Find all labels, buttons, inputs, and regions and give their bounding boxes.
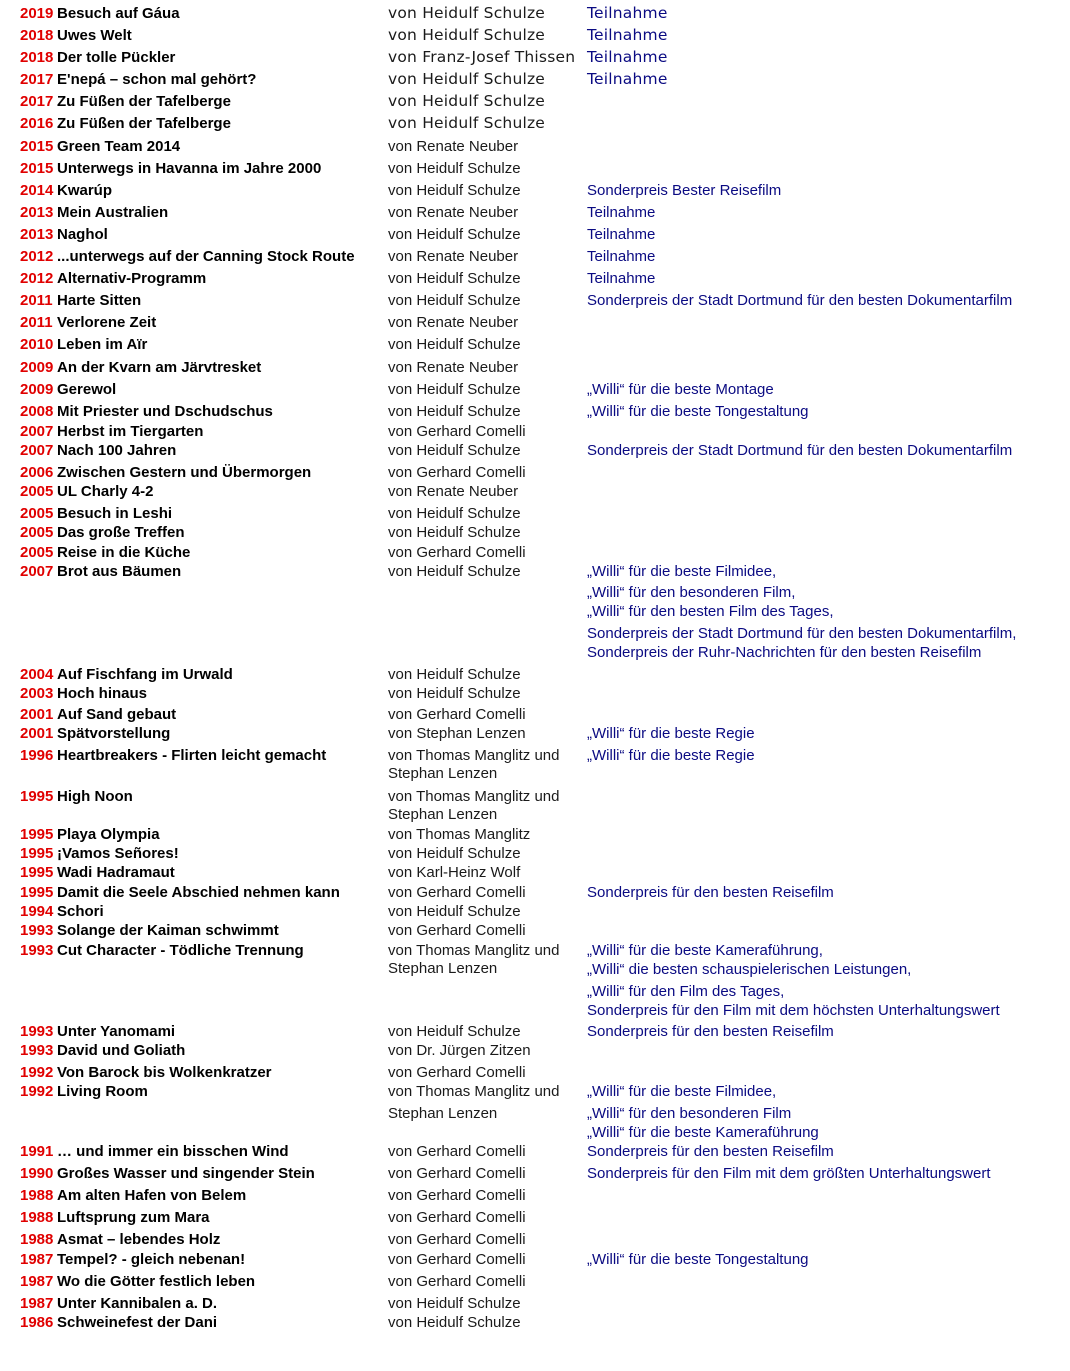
author-line: von Stephan Lenzen bbox=[388, 725, 526, 742]
film-year: 2018 bbox=[20, 49, 54, 66]
film-year: 2009 bbox=[20, 381, 54, 398]
author-line: von Gerhard Comelli bbox=[388, 706, 526, 723]
film-author bbox=[388, 746, 583, 782]
film-author bbox=[388, 543, 583, 562]
film-award bbox=[587, 4, 668, 24]
film-year: 1995 bbox=[20, 884, 54, 901]
film-title: Nach 100 Jahren bbox=[57, 442, 177, 459]
film-year: 1990 bbox=[20, 1165, 54, 1182]
film-title: Luftsprung zum Mara bbox=[57, 1209, 210, 1226]
author-line: von Heidulf Schulze bbox=[388, 563, 521, 580]
film-title: Uwes Welt bbox=[57, 27, 132, 44]
author-line: von Gerhard Comelli bbox=[388, 1064, 526, 1081]
film-author bbox=[388, 26, 583, 45]
author-line: von Heidulf Schulze bbox=[388, 4, 546, 22]
film-year: 2007 bbox=[20, 423, 54, 440]
film-year: 1992 bbox=[20, 1083, 54, 1100]
film-year: 2006 bbox=[20, 464, 54, 481]
author-line: von Gerhard Comelli bbox=[388, 1209, 526, 1226]
film-author bbox=[388, 883, 583, 902]
author-line: von Heidulf Schulze bbox=[388, 182, 521, 199]
author-line: von Heidulf Schulze bbox=[388, 442, 521, 459]
author-line: von Gerhard Comelli bbox=[388, 1165, 526, 1182]
award-line: Teilnahme bbox=[587, 26, 668, 44]
award-line: „Willi“ für den besten Film des Tages, bbox=[587, 603, 834, 620]
film-award bbox=[587, 1082, 819, 1141]
film-title: Unter Kannibalen a. D. bbox=[57, 1295, 218, 1312]
film-author bbox=[388, 665, 583, 684]
film-year: 2005 bbox=[20, 505, 54, 522]
author-line: von Gerhard Comelli bbox=[388, 922, 526, 939]
author-line: von Heidulf Schulze bbox=[388, 226, 521, 243]
award-line: „Willi“ für die beste Filmidee, bbox=[587, 563, 777, 580]
author-line: Stephan Lenzen bbox=[388, 806, 498, 823]
film-author bbox=[388, 787, 583, 823]
author-line: von Heidulf Schulze bbox=[388, 505, 521, 522]
film-author bbox=[388, 724, 583, 743]
film-year: 1993 bbox=[20, 942, 54, 959]
film-year: 2001 bbox=[20, 725, 54, 742]
author-line: von Dr. Jürgen Zitzen bbox=[388, 1042, 531, 1059]
award-line: „Willi“ für die beste Tongestaltung bbox=[587, 403, 809, 420]
film-year: 1995 bbox=[20, 826, 54, 843]
film-year: 1988 bbox=[20, 1231, 54, 1248]
film-author bbox=[388, 225, 583, 244]
film-year: 2009 bbox=[20, 359, 54, 376]
film-title: UL Charly 4-2 bbox=[57, 483, 154, 500]
award-line: Teilnahme bbox=[587, 226, 656, 243]
author-line: von Heidulf Schulze bbox=[388, 685, 521, 702]
award-line: Sonderpreis für den Film mit dem größten Unterhaltungswert bbox=[587, 1165, 991, 1182]
author-line: von Heidulf Schulze bbox=[388, 26, 546, 44]
author-line: von Heidulf Schulze bbox=[388, 160, 521, 177]
author-line: von Heidulf Schulze bbox=[388, 403, 521, 420]
film-author bbox=[388, 70, 583, 89]
author-line: von Heidulf Schulze bbox=[388, 292, 521, 309]
film-title: Alternativ-Programm bbox=[57, 270, 207, 287]
film-title: Von Barock bis Wolkenkratzer bbox=[57, 1064, 272, 1081]
film-year: 1987 bbox=[20, 1273, 54, 1290]
award-line: Teilnahme bbox=[587, 70, 668, 88]
author-line: von Gerhard Comelli bbox=[388, 1187, 526, 1204]
author-line: von Gerhard Comelli bbox=[388, 1143, 526, 1160]
film-author bbox=[388, 181, 583, 200]
film-award bbox=[587, 247, 655, 267]
film-title: Naghol bbox=[57, 226, 108, 243]
film-year: 2014 bbox=[20, 182, 54, 199]
award-line: „Willi“ für den besonderen Film bbox=[587, 1105, 792, 1122]
film-author bbox=[388, 844, 583, 863]
film-award bbox=[587, 883, 834, 903]
film-title: Unterwegs in Havanna im Jahre 2000 bbox=[57, 160, 322, 177]
author-line: von Karl-Heinz Wolf bbox=[388, 864, 521, 881]
author-line: von Gerhard Comelli bbox=[388, 1231, 526, 1248]
film-year: 2010 bbox=[20, 336, 54, 353]
film-title: High Noon bbox=[57, 788, 133, 805]
film-title: An der Kvarn am Järvtresket bbox=[57, 359, 262, 376]
award-line: Teilnahme bbox=[587, 248, 656, 265]
film-award bbox=[587, 1142, 834, 1162]
film-award bbox=[587, 269, 655, 289]
film-author bbox=[388, 902, 583, 921]
author-line: von Thomas Manglitz und bbox=[388, 942, 560, 959]
film-title: Reise in die Küche bbox=[57, 544, 191, 561]
film-title: Großes Wasser und singender Stein bbox=[57, 1165, 315, 1182]
film-author bbox=[388, 941, 583, 977]
film-award bbox=[587, 441, 1012, 461]
film-author bbox=[388, 523, 583, 542]
award-line: Sonderpreis der Stadt Dortmund für den besten Dokumentarfilm bbox=[587, 442, 1013, 459]
author-line: von Thomas Manglitz und bbox=[388, 747, 560, 764]
film-year: 2005 bbox=[20, 544, 54, 561]
author-line: von Heidulf Schulze bbox=[388, 666, 521, 683]
award-line: „Willi“ für den besonderen Film, bbox=[587, 584, 796, 601]
film-year: 2004 bbox=[20, 666, 54, 683]
film-title: Cut Character - Tödliche Trennung bbox=[57, 942, 304, 959]
film-author bbox=[388, 1022, 583, 1041]
film-award bbox=[587, 291, 1012, 311]
film-year: 2017 bbox=[20, 71, 54, 88]
author-line: von Renate Neuber bbox=[388, 248, 519, 265]
film-author bbox=[388, 335, 583, 354]
film-author bbox=[388, 1272, 583, 1291]
film-author bbox=[388, 1208, 583, 1227]
film-author bbox=[388, 1230, 583, 1249]
film-title: Wo die Götter festlich leben bbox=[57, 1273, 256, 1290]
film-author bbox=[388, 1250, 583, 1269]
award-line: Sonderpreis der Ruhr-Nachrichten für den besten Reisefilm bbox=[587, 644, 982, 661]
film-year: 2018 bbox=[20, 27, 54, 44]
film-author bbox=[388, 1294, 583, 1313]
author-line: von Heidulf Schulze bbox=[388, 114, 546, 132]
film-year: 1996 bbox=[20, 747, 54, 764]
film-title: Gerewol bbox=[57, 381, 117, 398]
film-award bbox=[587, 1164, 991, 1184]
author-line: von Heidulf Schulze bbox=[388, 70, 546, 88]
film-title: Tempel? - gleich nebenan! bbox=[57, 1251, 246, 1268]
film-title: Wadi Hadramaut bbox=[57, 864, 175, 881]
award-line: Teilnahme bbox=[587, 204, 656, 221]
film-author bbox=[388, 269, 583, 288]
author-line: von Heidulf Schulze bbox=[388, 381, 521, 398]
award-line: „Willi“ für die beste Kameraführung, bbox=[587, 942, 823, 959]
film-title: Der tolle Pückler bbox=[57, 49, 176, 66]
film-author bbox=[388, 463, 583, 482]
film-author bbox=[388, 1041, 583, 1060]
film-title: Living Room bbox=[57, 1083, 148, 1100]
film-year: 2007 bbox=[20, 442, 54, 459]
award-line: „Willi“ die besten schauspielerischen Leistungen, bbox=[587, 961, 912, 978]
film-award bbox=[587, 746, 755, 766]
film-title: Zu Füßen der Tafelberge bbox=[57, 115, 231, 132]
award-line: „Willi“ für die beste Regie bbox=[587, 725, 755, 742]
film-year: 2001 bbox=[20, 706, 54, 723]
film-title: Green Team 2014 bbox=[57, 138, 181, 155]
film-author bbox=[388, 313, 583, 332]
film-award bbox=[587, 562, 1017, 661]
film-year: 1994 bbox=[20, 903, 54, 920]
author-line: von Heidulf Schulze bbox=[388, 1314, 521, 1331]
film-award bbox=[587, 380, 774, 400]
author-line: von Gerhard Comelli bbox=[388, 423, 526, 440]
film-title: Harte Sitten bbox=[57, 292, 142, 309]
award-line: „Willi“ für die beste Montage bbox=[587, 381, 774, 398]
award-line: Sonderpreis für den besten Reisefilm bbox=[587, 1023, 834, 1040]
film-title: David und Goliath bbox=[57, 1042, 186, 1059]
film-author bbox=[388, 48, 583, 67]
film-title: Kwarúp bbox=[57, 182, 113, 199]
film-title: Mit Priester und Dschudschus bbox=[57, 403, 273, 420]
author-line: von Renate Neuber bbox=[388, 138, 519, 155]
author-line: von Gerhard Comelli bbox=[388, 544, 526, 561]
author-line: von Heidulf Schulze bbox=[388, 336, 521, 353]
author-line: von Renate Neuber bbox=[388, 204, 519, 221]
author-line: von Gerhard Comelli bbox=[388, 464, 526, 481]
author-line: von Gerhard Comelli bbox=[388, 1273, 526, 1290]
author-line: von Thomas Manglitz bbox=[388, 826, 531, 843]
film-award bbox=[587, 48, 668, 68]
film-title: Besuch auf Gáua bbox=[57, 5, 180, 22]
award-line: Teilnahme bbox=[587, 4, 668, 22]
film-award bbox=[587, 181, 781, 201]
film-author bbox=[388, 380, 583, 399]
film-title: Auf Fischfang im Urwald bbox=[57, 666, 233, 683]
film-award bbox=[587, 1250, 809, 1270]
film-title: Heartbreakers - Flirten leicht gemacht bbox=[57, 747, 327, 764]
film-author bbox=[388, 705, 583, 724]
film-year: 1986 bbox=[20, 1314, 54, 1331]
film-author bbox=[388, 1164, 583, 1183]
film-author bbox=[388, 422, 583, 441]
film-author bbox=[388, 358, 583, 377]
film-author bbox=[388, 4, 583, 23]
film-author bbox=[388, 114, 583, 133]
award-line: „Willi“ für die beste Kameraführung bbox=[587, 1124, 819, 1141]
award-line: Sonderpreis für den besten Reisefilm bbox=[587, 1143, 834, 1160]
film-year: 1988 bbox=[20, 1209, 54, 1226]
film-year: 2005 bbox=[20, 524, 54, 541]
film-year: 2019 bbox=[20, 5, 54, 22]
film-title: … und immer ein bisschen Wind bbox=[57, 1143, 289, 1160]
author-line: von Thomas Manglitz und bbox=[388, 1083, 560, 1100]
award-line: „Willi“ für die beste Regie bbox=[587, 747, 755, 764]
author-line: von Heidulf Schulze bbox=[388, 92, 546, 110]
film-title: ...unterwegs auf der Canning Stock Route bbox=[57, 248, 355, 265]
author-line: von Renate Neuber bbox=[388, 314, 519, 331]
film-author bbox=[388, 1082, 583, 1122]
film-title: Am alten Hafen von Belem bbox=[57, 1187, 247, 1204]
film-year: 1991 bbox=[20, 1143, 54, 1160]
author-line: von Heidulf Schulze bbox=[388, 524, 521, 541]
film-year: 1993 bbox=[20, 1023, 54, 1040]
film-award bbox=[587, 70, 668, 90]
film-year: 2017 bbox=[20, 93, 54, 110]
film-year: 2007 bbox=[20, 563, 54, 580]
film-award bbox=[587, 724, 755, 744]
award-line: Sonderpreis der Stadt Dortmund für den besten Dokumentarfilm bbox=[587, 292, 1013, 309]
film-title: Leben im Aïr bbox=[57, 336, 148, 353]
film-author bbox=[388, 291, 583, 310]
film-author bbox=[388, 921, 583, 940]
film-title: Playa Olympia bbox=[57, 826, 160, 843]
film-title: Spätvorstellung bbox=[57, 725, 171, 742]
award-line: „Willi“ für den Film des Tages, bbox=[587, 983, 785, 1000]
author-line: von Heidulf Schulze bbox=[388, 845, 521, 862]
film-year: 1993 bbox=[20, 1042, 54, 1059]
film-award bbox=[587, 941, 1000, 1019]
film-author bbox=[388, 159, 583, 178]
film-year: 2012 bbox=[20, 248, 54, 265]
award-line: Teilnahme bbox=[587, 270, 656, 287]
film-author bbox=[388, 441, 583, 460]
film-year: 2016 bbox=[20, 115, 54, 132]
award-line: „Willi“ für die beste Filmidee, bbox=[587, 1083, 777, 1100]
film-author bbox=[388, 562, 583, 581]
film-author bbox=[388, 482, 583, 501]
film-year: 1992 bbox=[20, 1064, 54, 1081]
film-award bbox=[587, 203, 655, 223]
film-title: Auf Sand gebaut bbox=[57, 706, 177, 723]
film-author bbox=[388, 825, 583, 844]
author-line: von Heidulf Schulze bbox=[388, 1295, 521, 1312]
award-line: Teilnahme bbox=[587, 48, 668, 66]
author-line: Stephan Lenzen bbox=[388, 960, 498, 977]
film-year: 2005 bbox=[20, 483, 54, 500]
film-title: Zwischen Gestern und Übermorgen bbox=[57, 464, 312, 481]
film-title: Schweinefest der Dani bbox=[57, 1314, 218, 1331]
film-author bbox=[388, 863, 583, 882]
film-year: 2011 bbox=[20, 314, 53, 331]
author-line: von Heidulf Schulze bbox=[388, 903, 521, 920]
film-year: 1995 bbox=[20, 845, 54, 862]
author-line: von Renate Neuber bbox=[388, 483, 519, 500]
film-year: 2008 bbox=[20, 403, 54, 420]
film-award bbox=[587, 402, 809, 422]
film-title: Schori bbox=[57, 903, 104, 920]
film-author bbox=[388, 92, 583, 111]
film-year: 2011 bbox=[20, 292, 53, 309]
author-line: von Heidulf Schulze bbox=[388, 270, 521, 287]
award-line: Sonderpreis Bester Reisefilm bbox=[587, 182, 782, 199]
author-line: von Gerhard Comelli bbox=[388, 1251, 526, 1268]
film-author bbox=[388, 1186, 583, 1205]
film-author bbox=[388, 1063, 583, 1082]
award-line: Sonderpreis für den besten Reisefilm bbox=[587, 884, 834, 901]
film-year: 1993 bbox=[20, 922, 54, 939]
author-line: Stephan Lenzen bbox=[388, 765, 498, 782]
film-author bbox=[388, 1142, 583, 1161]
film-title: Solange der Kaiman schwimmt bbox=[57, 922, 279, 939]
film-author bbox=[388, 203, 583, 222]
award-line: Sonderpreis für den Film mit dem höchsten Unterhaltungswert bbox=[587, 1002, 1000, 1019]
film-year: 2003 bbox=[20, 685, 54, 702]
film-title: Herbst im Tiergarten bbox=[57, 423, 204, 440]
author-line: von Thomas Manglitz und bbox=[388, 788, 560, 805]
author-line: von Heidulf Schulze bbox=[388, 1023, 521, 1040]
author-line: von Renate Neuber bbox=[388, 359, 519, 376]
author-line: Stephan Lenzen bbox=[388, 1105, 498, 1122]
film-title: Brot aus Bäumen bbox=[57, 563, 182, 580]
author-line: von Gerhard Comelli bbox=[388, 884, 526, 901]
film-year: 1995 bbox=[20, 788, 54, 805]
film-author bbox=[388, 402, 583, 421]
film-author bbox=[388, 504, 583, 523]
film-award bbox=[587, 26, 668, 46]
film-title: Besuch in Leshi bbox=[57, 505, 173, 522]
film-award bbox=[587, 1022, 834, 1042]
film-year: 1988 bbox=[20, 1187, 54, 1204]
film-year: 2012 bbox=[20, 270, 54, 287]
author-line: von Franz-Josef Thissen bbox=[388, 48, 576, 66]
film-title: ¡Vamos Señores! bbox=[57, 845, 179, 862]
film-award bbox=[587, 225, 655, 245]
film-year: 1987 bbox=[20, 1251, 54, 1268]
film-title: Das große Treffen bbox=[57, 524, 185, 541]
film-title: Hoch hinaus bbox=[57, 685, 148, 702]
film-author bbox=[388, 137, 583, 156]
film-year: 2013 bbox=[20, 226, 54, 243]
film-title: Damit die Seele Abschied nehmen kann bbox=[57, 884, 340, 901]
film-title: E'nepá – schon mal gehört? bbox=[57, 71, 257, 88]
film-year: 1987 bbox=[20, 1295, 54, 1312]
film-year: 1995 bbox=[20, 864, 54, 881]
award-line: „Willi“ für die beste Tongestaltung bbox=[587, 1251, 809, 1268]
film-author bbox=[388, 684, 583, 703]
film-year: 2015 bbox=[20, 138, 54, 155]
film-author bbox=[388, 247, 583, 266]
film-author bbox=[388, 1313, 583, 1332]
film-title: Zu Füßen der Tafelberge bbox=[57, 93, 231, 110]
film-year: 2015 bbox=[20, 160, 54, 177]
award-line: Sonderpreis der Stadt Dortmund für den besten Dokumentarfilm, bbox=[587, 625, 1017, 642]
film-title: Mein Australien bbox=[57, 204, 169, 221]
film-title: Unter Yanomami bbox=[57, 1023, 176, 1040]
film-year: 2013 bbox=[20, 204, 54, 221]
film-title: Asmat – lebendes Holz bbox=[57, 1231, 221, 1248]
film-title: Verlorene Zeit bbox=[57, 314, 157, 331]
